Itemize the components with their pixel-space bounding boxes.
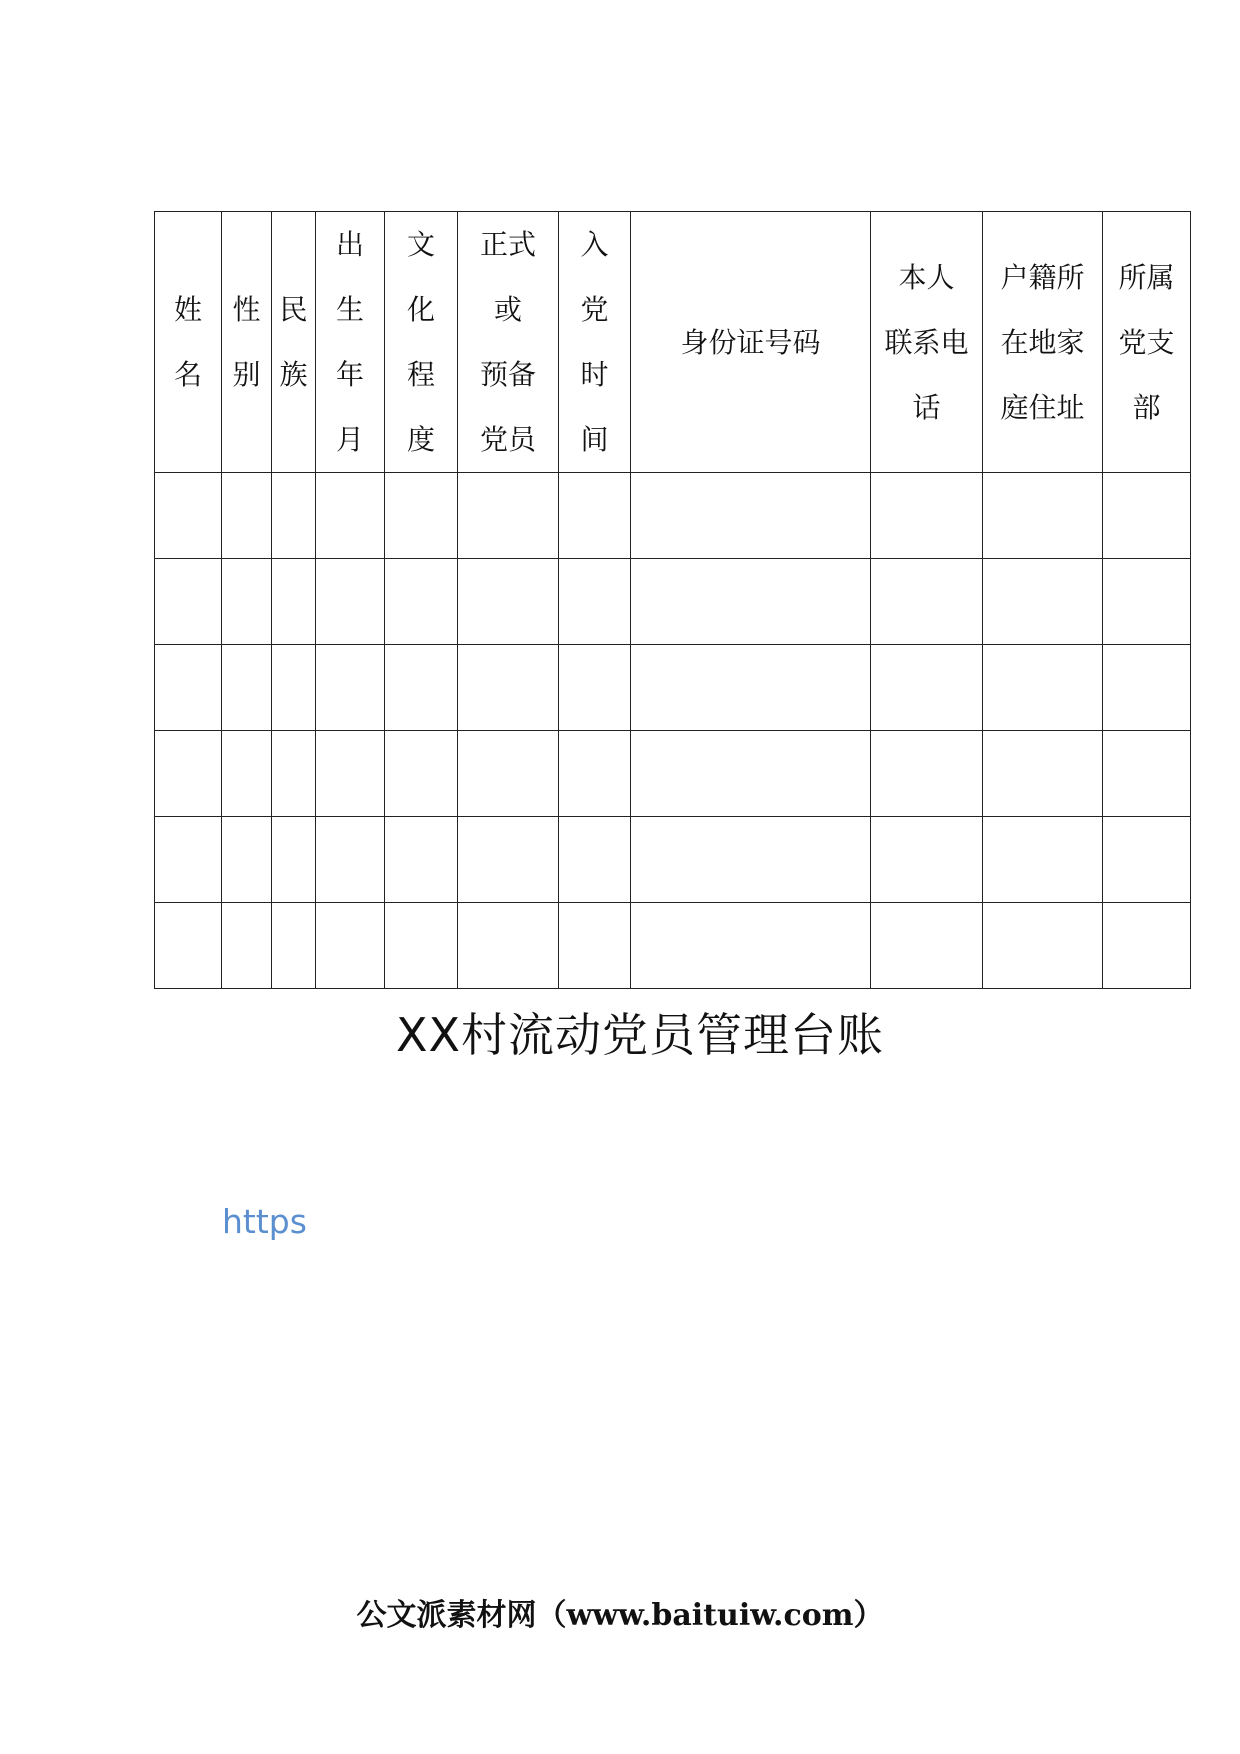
table-row bbox=[155, 559, 1191, 645]
table-cell bbox=[871, 903, 983, 989]
table-body bbox=[155, 473, 1191, 989]
header-member-status-label: 正式 或 预备 党员 bbox=[479, 228, 536, 456]
table-cell bbox=[385, 817, 458, 903]
table-cell bbox=[272, 473, 316, 559]
header-education-label: 文 化 程 度 bbox=[406, 228, 435, 456]
header-party-branch-label: 所属 党支 部 bbox=[1118, 260, 1175, 424]
header-gender bbox=[222, 212, 272, 473]
table-cell bbox=[983, 645, 1103, 731]
header-education bbox=[385, 212, 458, 473]
table-cell bbox=[559, 817, 631, 903]
table-cell bbox=[458, 731, 559, 817]
table-cell bbox=[222, 903, 272, 989]
party-member-ledger-table bbox=[154, 211, 1191, 989]
table-cell bbox=[272, 817, 316, 903]
header-ethnicity-label: 民 族 bbox=[279, 293, 308, 391]
table-cell bbox=[983, 903, 1103, 989]
table-cell bbox=[222, 645, 272, 731]
table-cell bbox=[559, 903, 631, 989]
table-cell bbox=[458, 559, 559, 645]
header-join-date-label: 入 党 时 间 bbox=[580, 228, 609, 456]
table-cell bbox=[316, 731, 385, 817]
table-cell bbox=[983, 473, 1103, 559]
table-cell bbox=[385, 473, 458, 559]
table-cell bbox=[385, 645, 458, 731]
header-home-address bbox=[983, 212, 1103, 473]
table-cell bbox=[631, 645, 871, 731]
table-cell bbox=[1103, 645, 1191, 731]
table-cell bbox=[983, 731, 1103, 817]
table-header-row bbox=[155, 212, 1191, 473]
table-cell bbox=[222, 817, 272, 903]
table-cell bbox=[222, 559, 272, 645]
table-cell bbox=[458, 645, 559, 731]
header-id-number bbox=[631, 212, 871, 473]
table-cell bbox=[316, 559, 385, 645]
document-title: XX村流动党员管理台账 bbox=[395, 1008, 885, 1062]
header-phone-label: 本人 联系电 话 bbox=[884, 260, 969, 424]
table-row bbox=[155, 903, 1191, 989]
table-cell bbox=[871, 817, 983, 903]
table-cell bbox=[631, 731, 871, 817]
table-cell bbox=[385, 559, 458, 645]
table-cell bbox=[983, 559, 1103, 645]
table-cell bbox=[458, 473, 559, 559]
table-row bbox=[155, 817, 1191, 903]
table-cell bbox=[871, 731, 983, 817]
table-cell bbox=[631, 817, 871, 903]
table-cell bbox=[1103, 559, 1191, 645]
table-row bbox=[155, 645, 1191, 731]
table-cell bbox=[155, 903, 222, 989]
footer-credit: 公文派素材网（www.baituiw.com） bbox=[356, 1598, 884, 1633]
table-cell bbox=[316, 817, 385, 903]
table-cell bbox=[559, 645, 631, 731]
header-name bbox=[155, 212, 222, 473]
table-cell bbox=[155, 559, 222, 645]
table-cell bbox=[155, 473, 222, 559]
link-text[interactable]: https bbox=[222, 1202, 307, 1241]
table-cell bbox=[385, 731, 458, 817]
table-cell bbox=[272, 903, 316, 989]
table-cell bbox=[272, 645, 316, 731]
table-cell bbox=[631, 903, 871, 989]
table-cell bbox=[559, 731, 631, 817]
table-cell bbox=[871, 645, 983, 731]
header-ethnicity bbox=[272, 212, 316, 473]
header-id-number-label: 身份证号码 bbox=[680, 325, 821, 359]
table-cell bbox=[155, 817, 222, 903]
header-home-address-label: 户籍所 在地家 庭住址 bbox=[1000, 260, 1085, 424]
table-cell bbox=[222, 473, 272, 559]
header-birth-date-label: 出 生 年 月 bbox=[335, 228, 364, 456]
header-phone bbox=[871, 212, 983, 473]
table-cell bbox=[458, 903, 559, 989]
table-cell bbox=[871, 473, 983, 559]
table-cell bbox=[385, 903, 458, 989]
table-row bbox=[155, 473, 1191, 559]
header-gender-label: 性 别 bbox=[232, 293, 261, 391]
table-cell bbox=[559, 473, 631, 559]
table-row bbox=[155, 731, 1191, 817]
header-party-branch bbox=[1103, 212, 1191, 473]
table-cell bbox=[458, 817, 559, 903]
header-member-status bbox=[458, 212, 559, 473]
header-join-date bbox=[559, 212, 631, 473]
table-cell bbox=[316, 645, 385, 731]
table-cell bbox=[1103, 903, 1191, 989]
header-birth-date bbox=[316, 212, 385, 473]
header-name-label: 姓 名 bbox=[173, 293, 202, 391]
table-cell bbox=[155, 645, 222, 731]
table-cell bbox=[222, 731, 272, 817]
table-cell bbox=[631, 473, 871, 559]
table-cell bbox=[1103, 817, 1191, 903]
table-cell bbox=[272, 559, 316, 645]
table-cell bbox=[155, 731, 222, 817]
table-cell bbox=[1103, 731, 1191, 817]
table-cell bbox=[316, 903, 385, 989]
table-cell bbox=[631, 559, 871, 645]
table-cell bbox=[559, 559, 631, 645]
table-cell bbox=[1103, 473, 1191, 559]
table-cell bbox=[983, 817, 1103, 903]
table-cell bbox=[272, 731, 316, 817]
table-cell bbox=[871, 559, 983, 645]
table-cell bbox=[316, 473, 385, 559]
